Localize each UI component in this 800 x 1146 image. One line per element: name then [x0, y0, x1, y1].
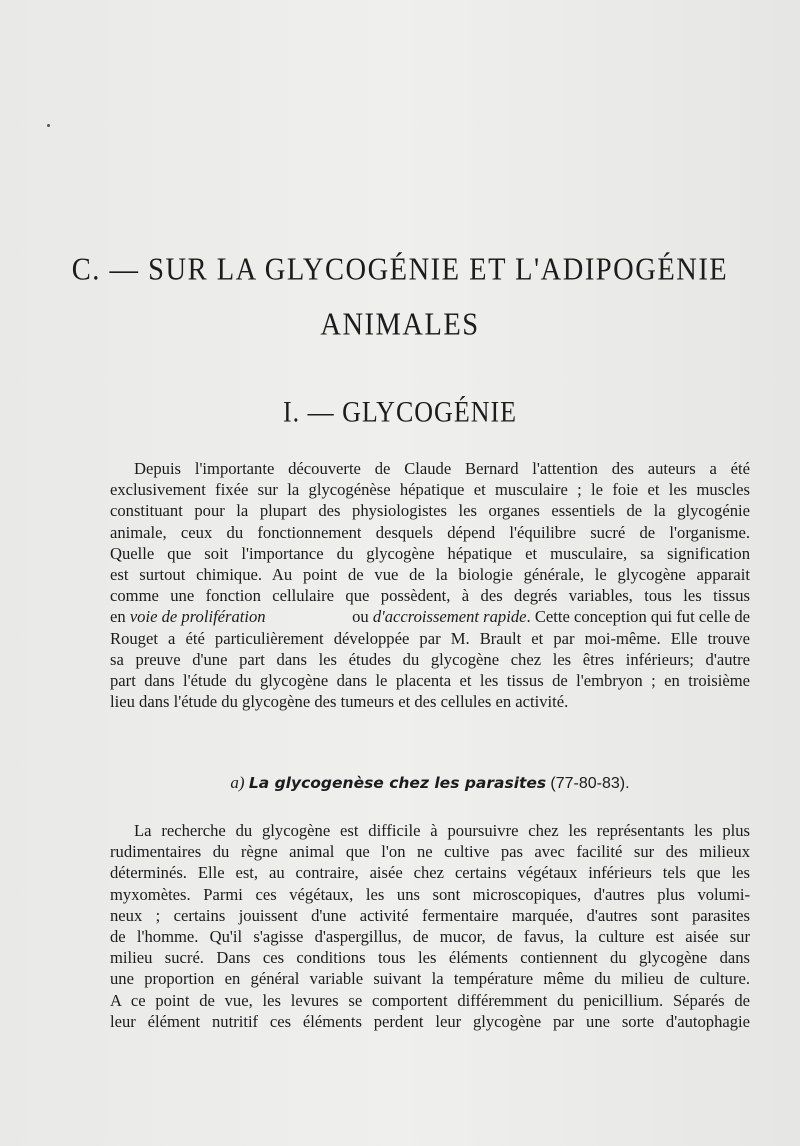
reference-numbers: (77-80-83). [550, 775, 630, 792]
text-line: comme une fonction cellulaire que possèdent, à des degrés variables, tous les tissus [110, 586, 750, 606]
text-line: Quelle que soit l'importance du glycogène hépatique et musculaire, sa signification [110, 543, 750, 563]
text-line-with-italics [110, 606, 750, 627]
text-line: rudimentaires du règne animal que l'on ne cultive pas avec facilité sur des milieux [110, 842, 750, 862]
text-line: neux ; certains jouissent d'une activité fermentaire marquée, d'autres sont parasites [110, 905, 750, 925]
chapter-title-line2: ANIMALES [320, 307, 480, 343]
line-text: . Cette conception qui fut celle de [526, 607, 750, 627]
text-line: milieu sucré. Dans ces conditions tous les éléments contiennent du glycogène dans [110, 948, 750, 968]
text-line: Rouget a été particulièrement développée par M. Brault et par moi-même. Elle trouve [110, 628, 750, 648]
text-line: A ce point de vue, les levures se comportent différemment du penicillium. Séparés de [110, 990, 750, 1010]
text-line: leur élément nutritif ces éléments perdent leur glycogène par une sorte d'autophagie [110, 1011, 750, 1031]
paragraph-parasites [110, 820, 750, 1032]
text-line: une proportion en général variable suivant la température même du milieu de culture. [110, 969, 750, 989]
subsection-title: La glycogenèse chez les parasites [248, 774, 547, 792]
text-line: constituant pour la plupart des physiologistes les organes essentiels de la glycogénie [110, 501, 750, 521]
italic-term: d'accroissement rapide [372, 607, 527, 627]
italic-term: voie de prolifération [129, 607, 266, 627]
text-line: est surtout chimique. Au point de vue de la biologie générale, le glycogène apparait [110, 565, 750, 585]
line-text: ou [352, 607, 373, 627]
text-line: sa preuve d'une part dans les études du glycogène chez les êtres inférieurs; d'autre [110, 649, 750, 669]
paragraph-intro [110, 458, 750, 712]
text-line: de l'homme. Qu'il s'agisse d'aspergillus, de mucor, de favus, la culture est aisée sur [110, 927, 750, 947]
section-heading: I. — GLYCOGÉNIE [282, 395, 518, 429]
line-text: en [110, 607, 130, 627]
text-line: animale, ceux du fonctionnement desquels dépend l'équilibre sucré de l'organisme. [110, 522, 750, 542]
subsection-letter: a) [230, 773, 245, 792]
subsection-heading [110, 773, 750, 793]
text-line: lieu dans l'étude du glycogène des tumeurs et des cellules en activité. [110, 692, 569, 712]
text-line: La recherche du glycogène est difficile à poursuivre chez les représentants les plus [134, 821, 750, 840]
line-segment [352, 606, 750, 627]
text-line: déterminés. Elle est, au contraire, aisée chez certains végétaux inférieurs tels que les [110, 863, 750, 883]
line-segment [110, 606, 266, 627]
text-line: myxomètes. Parmi ces végétaux, les uns sont microscopiques, d'autres plus volumi- [110, 884, 750, 904]
text-line: part dans l'étude du glycogène dans le placenta et les tissus de l'embryon ; en troisième [110, 671, 750, 691]
text-line: Depuis l'importante découverte de Claude Bernard l'attention des auteurs a été [134, 459, 750, 478]
dust-speck [47, 124, 50, 127]
chapter-title-line1: C. — SUR LA GLYCOGÉNIE ET L'ADIPOGÉNIE [71, 252, 729, 288]
text-line: exclusivement fixée sur la glycogénèse hépatique et musculaire ; le foie et les muscles [110, 480, 750, 500]
